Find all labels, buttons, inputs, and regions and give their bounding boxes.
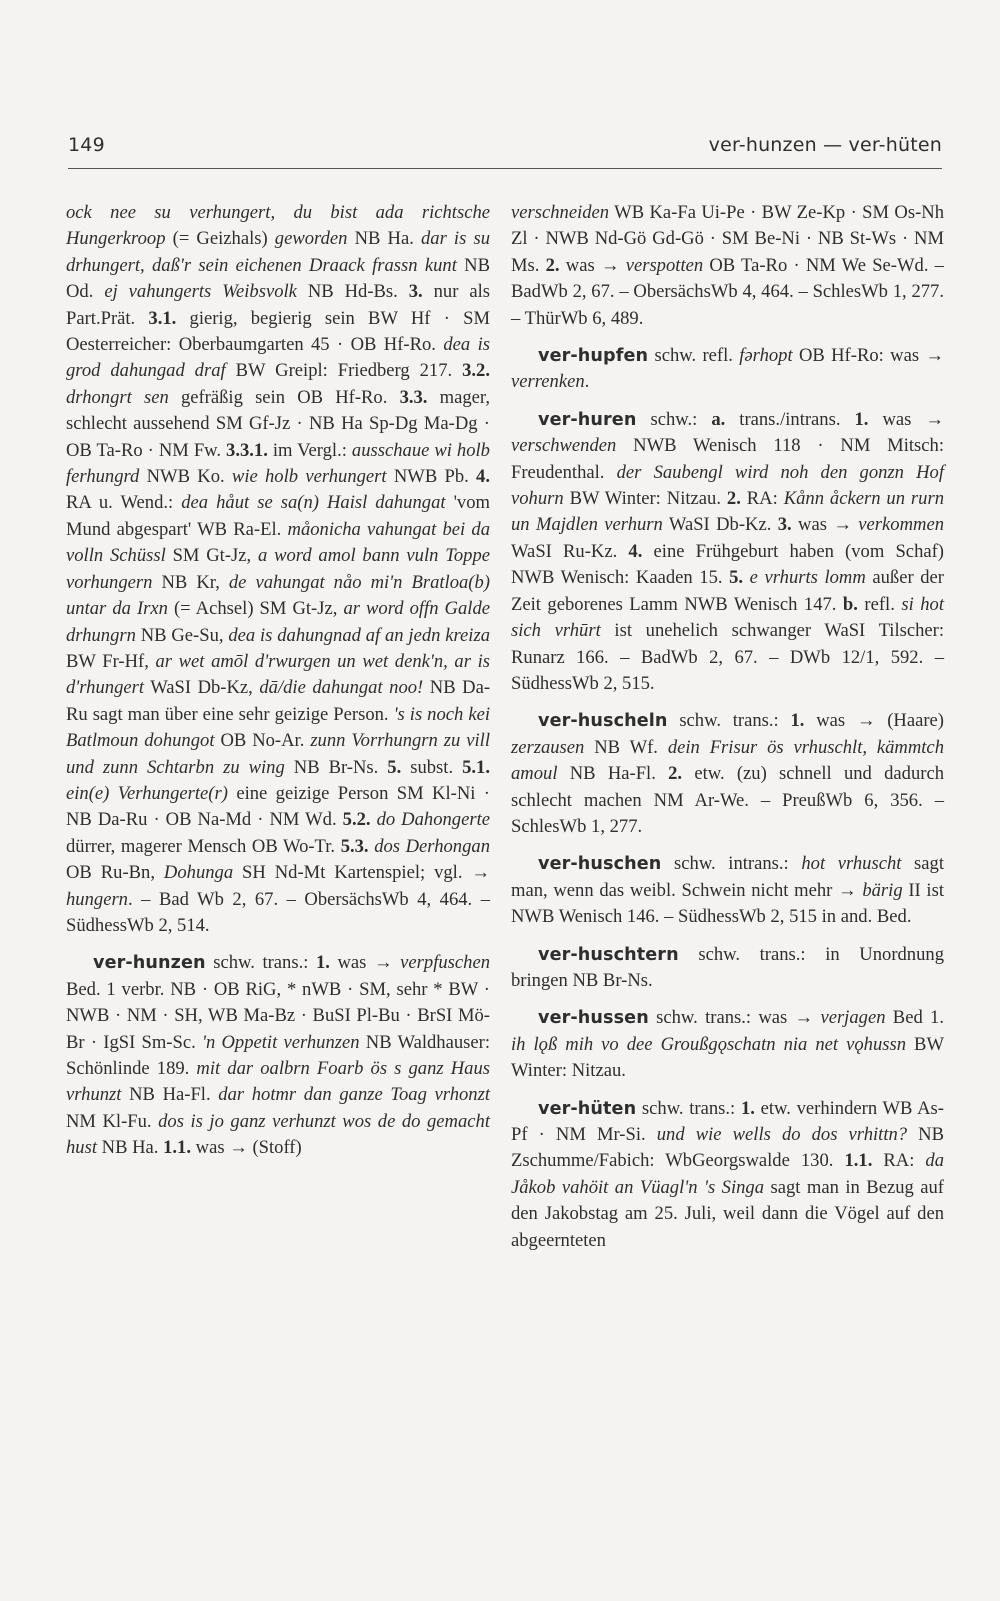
entry-text: refl. (857, 593, 902, 615)
dialect-example: dos Derhongan (374, 835, 490, 857)
sense-number: 4. (476, 466, 490, 488)
entry-text: gierig, begierig sein BW Hf · SM Oesterreicher: Oberbaumgarten 45 · OB Hf-Ro. (66, 307, 490, 356)
dictionary-entry (511, 343, 944, 396)
dialect-example: ock nee su verhungert, du bist ada richtsche Hungerkroop (66, 202, 490, 250)
dialect-example: hungern (66, 888, 128, 910)
sense-number: 3. (408, 281, 423, 303)
sense-number: a. (711, 408, 726, 430)
dialect-example: verschwenden (511, 435, 617, 457)
dialect-example: drhongrt sen (66, 386, 169, 408)
dictionary-entry (511, 1096, 944, 1254)
sense-number: 1.1. (163, 1137, 191, 1159)
sense-number: 1. (854, 408, 869, 430)
entry-text: OB Ru-Bn, (66, 862, 164, 884)
entry-continuation (511, 200, 944, 332)
headword: ver-huscheln (538, 711, 668, 732)
sense-number: 5.1. (462, 756, 490, 778)
entry-text: was → (Stoff) (191, 1137, 302, 1159)
entry-continuation (66, 200, 490, 939)
entry-text: NB Da-Ru sagt man über eine sehr geizige Person. (66, 677, 491, 725)
sense-number: 1. (315, 952, 330, 974)
dialect-example: zunn Vorrhungrn zu vill und zunn Schtarbn zu wing (66, 730, 490, 778)
entry-text: schw. trans.: (636, 1097, 741, 1119)
entry-text: BW Winter: Nitzau. (563, 488, 727, 510)
entry-text: mager, schlecht aussehend SM Gf-Jz · NB Ha Sp-Dg Ma-Dg · OB Ta-Ro · NM Fw. (66, 386, 490, 461)
sense-number: 1. (740, 1097, 755, 1119)
entry-text: im Vergl.: (267, 439, 352, 461)
entry-text: NM Kl-Fu. (66, 1110, 159, 1132)
dialect-example: ausschaue wi holb ferhungrd (66, 439, 490, 488)
dictionary-entry (66, 950, 490, 1161)
entry-text: BW Fr-Hf, (66, 650, 156, 672)
dialect-example: und wie wells do dos vrhittn? (656, 1124, 908, 1145)
entry-text: BW Greipl: Friedberg 217. (225, 360, 463, 382)
entry-text: eine Frühgeburt haben (vom Schaf) NWB Wenisch: Kaaden 15. (511, 540, 944, 589)
sense-number: 5. (729, 567, 744, 589)
entry-text: schw. trans.: in Unordnung bringen NB Br-Ns. (511, 943, 944, 991)
entry-text: gefräßig sein OB Hf-Ro. (168, 386, 400, 408)
dialect-example: verjagen (820, 1007, 886, 1029)
dialect-example: ej vahungerts Weibsvolk (104, 281, 297, 303)
headword: ver-huschtern (538, 944, 679, 965)
dialect-example: dar hotmr dan ganze Toag vrhonzt (218, 1084, 490, 1106)
entry-text: (= Geizhals) (165, 228, 275, 250)
entry-text: RA: (740, 488, 784, 510)
entry-text: RA: (872, 1150, 926, 1172)
entry-text: schw. trans.: was → (648, 1007, 821, 1029)
sense-number: 3.1. (148, 307, 177, 329)
dialect-example: Dohunga (163, 862, 234, 884)
entry-text: sagt man, wenn das weibl. Schwein nicht mehr → (511, 853, 944, 901)
dialect-example: verschneiden (511, 202, 610, 223)
dictionary-entry (511, 942, 944, 995)
entry-text: NB Ge-Su, (135, 624, 229, 646)
left-column (66, 200, 490, 1173)
running-head: ver-hunzen — ver-hüten (708, 134, 942, 156)
dialect-example: wie holb verhungert (231, 466, 387, 488)
dialect-example: verrenken (511, 371, 585, 393)
dialect-example: dein Frisur ös vrhuschlt, kämmtch amoul (511, 736, 944, 785)
dialect-example: a word amol bann vuln Toppe vorhungern (66, 545, 491, 593)
dialect-example: dos is jo ganz verhunzt wos de do gemacht hust (66, 1110, 490, 1159)
entry-text: etw. (zu) schnell und dadurch schlecht machen NM Ar-We. – PreußWb 6, 356. – SchlesWb 1, 277. (511, 763, 944, 837)
dialect-example: dea is dahungnad af an jedn kreiza (228, 624, 490, 646)
entry-text: schw. trans.: (205, 952, 316, 974)
sense-number: 2. (545, 254, 560, 276)
dialect-example: mit dar oalbrn Foarb ös s ganz Haus vrhunzt (66, 1058, 490, 1106)
entry-text: (= Achsel) SM Gt-Jz, (167, 598, 344, 620)
dialect-example: e vrhurts lomm (749, 567, 866, 589)
entry-text: was → (Haare) (804, 710, 944, 732)
entry-text: SM Gt-Jz, (165, 545, 258, 567)
entry-text: schw.: (636, 408, 712, 430)
entry-text: Bed. 1 verbr. NB · OB RiG, * nWB · SM, sehr * BW · NWB · NM · SH, WB Ma-Bz · BuSI Pl-Bu · BrSI Mö-Br · IgSI Sm-Sc. (66, 978, 490, 1053)
entry-text: NB Od. (66, 254, 490, 303)
entry-text: ist unehelich schwanger WaSI Tilscher: Runarz 166. – BadWb 2, 67. – DWb 12/1, 592. – SüdhessWb 2, 515. (511, 620, 945, 694)
entry-text: was → (868, 408, 944, 430)
entry-text: außer der Zeit geborenes Lamm NWB Wenisch 147. (511, 567, 944, 615)
headword: ver-huschen (538, 854, 662, 875)
dialect-example: bärig (862, 879, 903, 901)
entry-text: NWB Pb. (386, 466, 477, 488)
sense-number: 3.2. (462, 360, 490, 382)
entry-text: sagt man in Bezug auf den Jakobstag am 25. Juli, weil dann die Vögel auf den abgeernteten (511, 1176, 944, 1251)
dialect-example: si hot sich vrhūrt (511, 593, 945, 642)
page-number: 149 (68, 134, 105, 156)
right-column (511, 200, 944, 1265)
entry-text: etw. verhindern WB As-Pf · NM Mr-Si. (511, 1097, 944, 1145)
dialect-example: Kånn åckern un rurn un Majdlen verhurn (511, 488, 944, 536)
dialect-example: do Dahongerte (376, 809, 491, 831)
headword: ver-hussen (538, 1008, 649, 1029)
dialect-example: zerzausen (511, 736, 585, 758)
entry-text: II ist NWB Wenisch 146. – SüdhessWb 2, 515 in and. Bed. (511, 879, 944, 928)
dialect-example: verpfuschen (400, 952, 490, 974)
entry-text: . – Bad Wb 2, 67. – ObersächsWb 4, 464. – SüdhessWb 2, 514. (66, 888, 490, 936)
entry-text: schw. refl. (648, 345, 740, 367)
page-header (68, 134, 942, 169)
entry-text: dürrer, magerer Mensch OB Wo-Tr. (66, 835, 341, 857)
entry-text: NWB Ko. (139, 466, 232, 488)
entry-text: NB Ha-Fl. (557, 763, 669, 785)
dialect-example: hot vrhuscht (801, 853, 902, 875)
entry-text: subst. (401, 756, 463, 778)
sense-number: 5.3. (340, 835, 369, 857)
entry-text: NWB Wenisch 118 · NM Mitsch: Freudenthal. (511, 435, 944, 483)
dictionary-entry (511, 1005, 944, 1084)
sense-number: 3.3. (399, 386, 428, 408)
headword: ver-hüten (538, 1098, 637, 1119)
entry-text: NB Kr, (152, 571, 229, 593)
dialect-example: måonicha vahungat bei da volln Schüssl (66, 518, 490, 567)
entry-text: OB Hf-Ro: was → (792, 345, 944, 367)
entry-text: NB Ha-Fl. (121, 1084, 219, 1106)
sense-number: 3. (777, 514, 792, 536)
entry-text: SH Nd-Mt Kartenspiel; vgl. → (233, 862, 491, 884)
sense-number: 2. (668, 763, 683, 785)
entry-text: NB Wf. (584, 736, 668, 758)
sense-number: 4. (628, 540, 643, 562)
entry-text: WB Ka-Fa Ui-Pe · BW Ze-Kp · SM Os-Nh Zl · NWB Nd-Gö Gd-Gö · SM Be-Ni · NB St-Ws · NM Ms. (511, 202, 944, 276)
entry-text: NB Waldhauser: Schönlinde 189. (66, 1031, 490, 1079)
dialect-example: fərhopt (739, 345, 793, 367)
dictionary-entry (511, 407, 944, 697)
entry-text: BW Winter: Nitzau. (511, 1033, 944, 1082)
dialect-example: der Saubengl wird noh den gonzn Hof vohurn (511, 461, 945, 510)
dialect-example: 's is noch kei Batlmoun dohungot (66, 703, 490, 752)
sense-number: 1. (790, 710, 805, 732)
entry-text: schw. intrans.: (661, 853, 802, 875)
entry-text: RA u. Wend.: (66, 492, 182, 514)
headword: ver-huren (538, 409, 637, 430)
entry-text: NB Ha. (97, 1137, 164, 1159)
entry-text: WaSI Ru-Kz. (511, 540, 629, 562)
dialect-example: ein(e) Verhungerte(r) (66, 782, 228, 804)
entry-text: NB Hd-Bs. (296, 281, 409, 303)
dialect-example: verspotten (625, 254, 704, 276)
dialect-example: ar wet amōl d'rwurgen un wet denk'n, ar is d'rhungert (66, 650, 490, 699)
headword: ver-hupfen (538, 346, 649, 367)
entry-text: eine geizige Person SM Kl-Ni · NB Da-Ru · OB Na-Md · NM Wd. (66, 782, 490, 831)
entry-text: was → (791, 514, 859, 536)
entry-text: WaSI Db-Kz. (662, 514, 778, 536)
dialect-example: dā/die dahungat noo! (259, 677, 424, 699)
sense-number: 1.1. (844, 1150, 873, 1172)
sense-number: 2. (726, 488, 741, 510)
entry-text: OB No-Ar. (214, 730, 311, 752)
entry-text: Bed 1. (885, 1007, 944, 1029)
dialect-example: verkommen (858, 514, 944, 536)
dictionary-entry (511, 851, 944, 930)
dialect-example: ar word offn Galde drhungrn (66, 598, 490, 646)
sense-number: 3.3.1. (226, 439, 268, 461)
entry-text: NB Ha. (347, 228, 421, 250)
entry-text: NB Zschumme/Fabich: WbGeorgswalde 130. (511, 1124, 945, 1172)
dialect-example: de vahungat nåo mi'n Bratloa(b) untar da Irxn (66, 571, 490, 620)
entry-text: 'vom Mund abgespart' WB Ra-El. (66, 492, 490, 540)
dialect-example: dea is grod dahungad draf (66, 334, 490, 382)
dialect-example: da Jåkob vahöit an Vüagl'n 's Singa (511, 1150, 944, 1198)
entry-text: trans./intrans. (725, 408, 855, 430)
dictionary-entry (511, 708, 944, 840)
entry-text (743, 567, 750, 588)
sense-number: b. (842, 593, 858, 615)
entry-text: was → (329, 952, 401, 974)
dialect-example: dea håut se sa(n) Haisl dahungat (181, 492, 446, 514)
sense-number: 5.2. (342, 809, 371, 831)
entry-text: was → (559, 254, 626, 276)
dialect-example: ih lǫß mih vo dee Groußgǫschatn nia net vǫhussn (511, 1033, 907, 1055)
entry-text: OB Ta-Ro · NM We Se-Wd. – BadWb 2, 67. – ObersächsWb 4, 464. – SchlesWb 1, 277. – ThürWb 6, 489. (511, 254, 944, 329)
entry-text: WaSI Db-Kz, (144, 677, 260, 699)
entry-text: schw. trans.: (667, 710, 791, 732)
dialect-example: 'n Oppetit verhunzen (201, 1031, 360, 1053)
sense-number: 5. (387, 756, 402, 778)
headword: ver-hunzen (93, 953, 206, 974)
dialect-example: dar is su drhungert, daß'r sein eichenen Draack frassn kunt (66, 228, 490, 276)
dialect-example: geworden (274, 228, 348, 250)
entry-text: NB Br-Ns. (284, 756, 388, 778)
entry-text: nur als Part.Prät. (66, 281, 490, 329)
entry-text: . (584, 371, 590, 393)
